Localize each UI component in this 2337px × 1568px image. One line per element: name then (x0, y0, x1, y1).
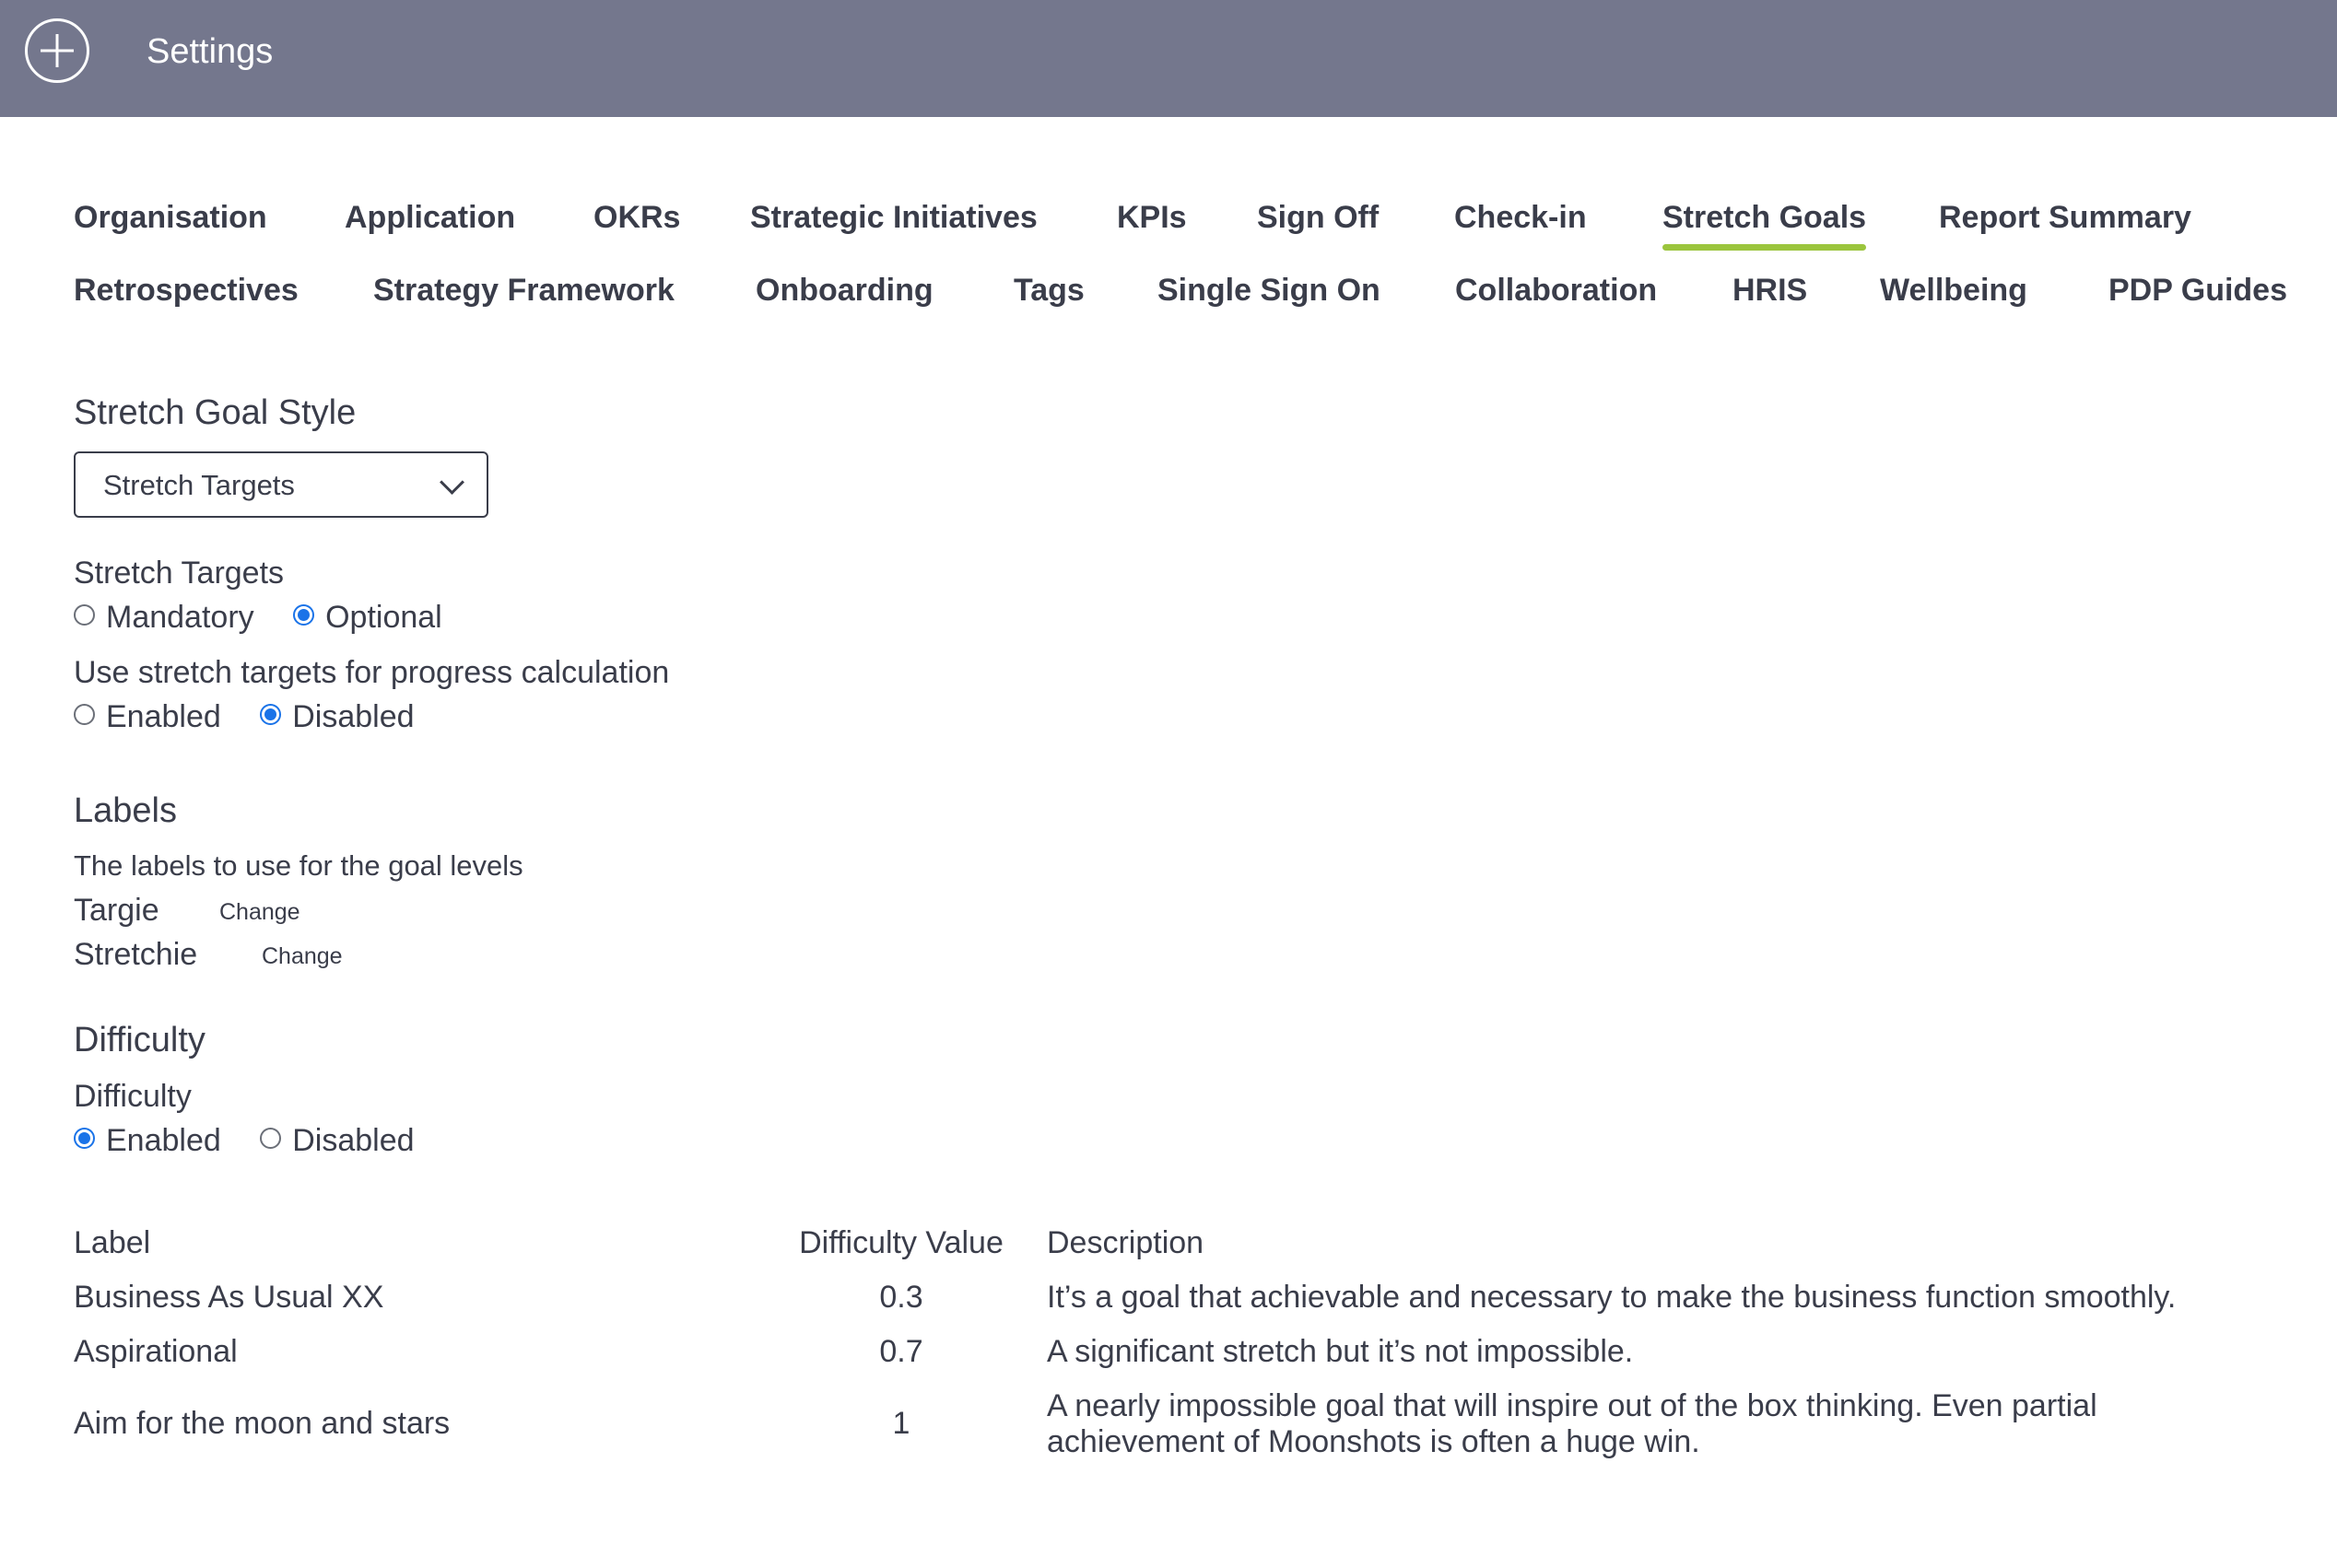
tab-row-1 (74, 184, 2322, 257)
tab-kpis[interactable]: KPIs (1117, 200, 1187, 235)
radio-mandatory[interactable] (74, 597, 254, 638)
tab-strategic-initiatives[interactable]: Strategic Initiatives (750, 200, 1038, 235)
table-row-label: Aspirational (74, 1334, 238, 1369)
radio-difficulty-disabled[interactable] (260, 1120, 414, 1161)
tab-row-2 (74, 257, 2322, 330)
radio-difficulty-enabled[interactable] (74, 1120, 221, 1161)
radio-label: Mandatory (106, 600, 254, 635)
tab-single-sign-on[interactable]: Single Sign On (1157, 273, 1380, 308)
tab-wellbeing[interactable]: Wellbeing (1880, 273, 2027, 308)
radio-checked-icon (293, 604, 314, 626)
tab-hris[interactable]: HRIS (1732, 273, 1808, 308)
difficulty-radio-group (74, 1120, 450, 1161)
label-targie: Targie (74, 893, 159, 928)
stretch-targets-label: Stretch Targets (74, 556, 285, 591)
tab-onboarding[interactable]: Onboarding (756, 273, 934, 308)
labels-title: Labels (74, 791, 177, 830)
top-bar (0, 0, 2337, 117)
progress-calc-label: Use stretch targets for progress calculation (74, 655, 670, 690)
difficulty-label: Difficulty (74, 1079, 192, 1114)
stretch-goal-style-select[interactable] (74, 451, 488, 518)
label-stretchie: Stretchie (74, 937, 198, 972)
radio-checked-icon (74, 1128, 95, 1149)
progress-calc-radio-group (74, 696, 450, 737)
radio-optional[interactable] (293, 597, 442, 638)
radio-progress-disabled[interactable] (260, 696, 414, 737)
table-header-label: Label (74, 1225, 151, 1260)
labels-description: The labels to use for the goal levels (74, 849, 523, 882)
table-row-description: A significant stretch but it’s not impossible. (1047, 1334, 1634, 1369)
table-row-label: Aim for the moon and stars (74, 1406, 451, 1441)
tab-application[interactable]: Application (345, 200, 516, 235)
radio-label: Disabled (292, 699, 415, 734)
stretch-targets-radio-group (74, 597, 477, 638)
table-row-description-line1: A nearly impossible goal that will inspire out of the box thinking. Even partial (1047, 1388, 2097, 1423)
table-row-description: It’s a goal that achievable and necessary to make the business function smoothly. (1047, 1280, 2177, 1315)
radio-unchecked-icon (260, 1128, 281, 1149)
tab-retrospectives[interactable]: Retrospectives (74, 273, 299, 308)
table-row-value: 1 (892, 1406, 910, 1441)
tab-pdp-guides[interactable]: PDP Guides (2108, 273, 2287, 308)
tab-okrs[interactable]: OKRs (593, 200, 681, 235)
change-stretchie-button[interactable]: Change (262, 943, 343, 969)
tab-collaboration[interactable]: Collaboration (1455, 273, 1658, 308)
radio-unchecked-icon (74, 604, 95, 626)
table-row-description-line2: achievement of Moonshots is often a huge win. (1047, 1424, 1700, 1459)
tab-stretch-goals[interactable]: Stretch Goals (1662, 184, 1866, 251)
plus-circle-icon[interactable] (25, 18, 89, 83)
table-row-label: Business As Usual XX (74, 1280, 384, 1315)
radio-unchecked-icon (74, 704, 95, 725)
table-row-value: 0.3 (879, 1280, 923, 1315)
tab-sign-off[interactable]: Sign Off (1257, 200, 1380, 235)
table-row-value: 0.7 (879, 1334, 923, 1369)
table-header-description: Description (1047, 1225, 1204, 1260)
tab-organisation[interactable]: Organisation (74, 200, 267, 235)
select-value: Stretch Targets (103, 469, 295, 501)
radio-label: Optional (325, 600, 442, 635)
radio-label: Enabled (106, 699, 221, 734)
chevron-down-icon (440, 470, 464, 495)
tab-tags[interactable]: Tags (1014, 273, 1085, 308)
tab-check-in[interactable]: Check-in (1454, 200, 1587, 235)
settings-tabs (74, 184, 2322, 330)
radio-label: Disabled (292, 1123, 415, 1158)
page-title: Settings (147, 32, 274, 71)
radio-label: Enabled (106, 1123, 221, 1158)
radio-progress-enabled[interactable] (74, 696, 221, 737)
tab-report-summary[interactable]: Report Summary (1939, 200, 2191, 235)
table-header-value: Difficulty Value (799, 1225, 1004, 1260)
tab-strategy-framework[interactable]: Strategy Framework (373, 273, 675, 308)
difficulty-title: Difficulty (74, 1021, 206, 1059)
radio-checked-icon (260, 704, 281, 725)
change-targie-button[interactable]: Change (219, 899, 300, 925)
stretch-goal-style-title: Stretch Goal Style (74, 393, 357, 432)
